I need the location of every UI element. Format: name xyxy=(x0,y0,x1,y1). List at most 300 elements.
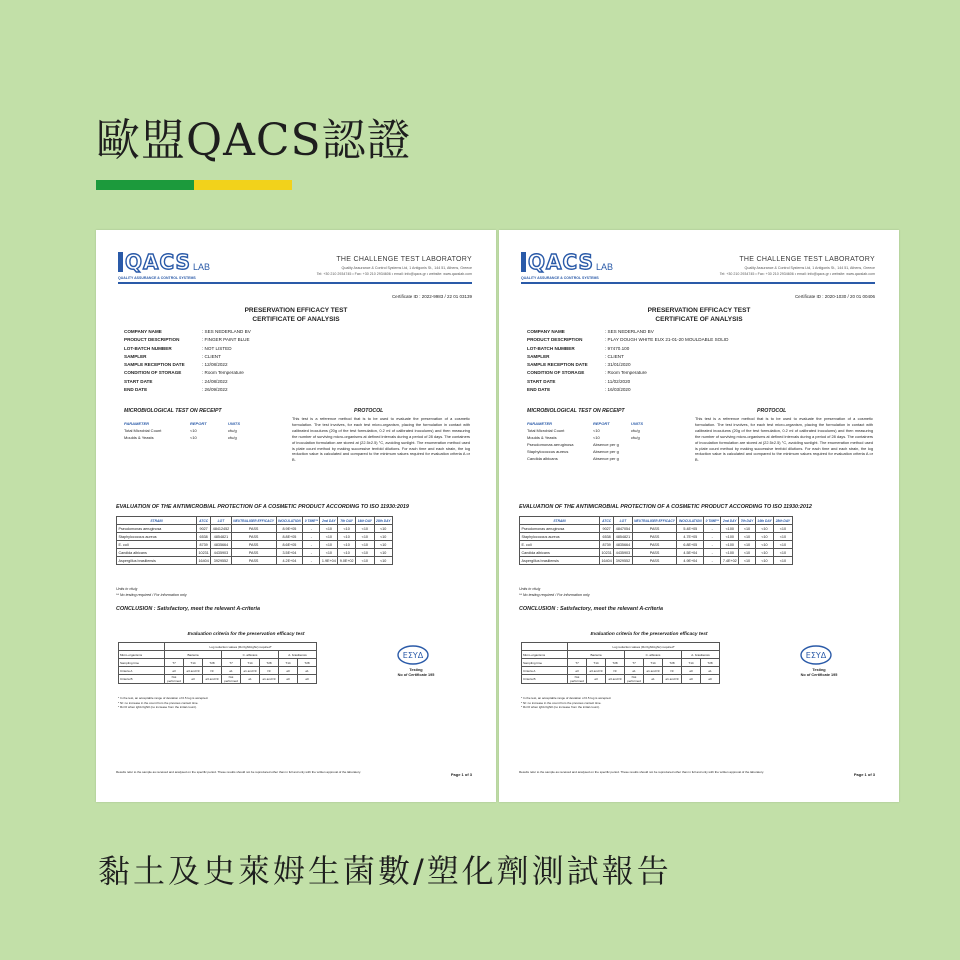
strain-cell: <10 xyxy=(774,541,792,549)
criteria-cell: T7 xyxy=(165,659,184,667)
field-key: CONDITION OF STORAGE xyxy=(124,370,182,376)
certificate-id: Certificate ID : 2020-1030 / 20 01 00406 xyxy=(794,294,875,299)
field-value: : PLAY DOUGH WHITE EUX 21-01-20 MOULDABLE SOLID xyxy=(605,337,729,343)
strain-cell: <10 xyxy=(356,541,374,549)
criteria-cell: ≥3 xyxy=(165,667,184,675)
strain-cell: <10 xyxy=(338,525,356,533)
strain-cell: 8739 xyxy=(197,541,211,549)
criteria-cell: T14 xyxy=(241,659,260,667)
protocol-text: This test is a reference method that is to be used to evaluate the preservation of a cosmetic formulation. The test involves, for each test micro-organism, placing the formulation in contact with calibrated inoculums (20g of the test formulation, 0.2 ml of calibrated inoculums) and then measuring the number of surviving micro-organisms at defined intervals during a period of 28 days. The containers of inoculation formulation are stored at (22.5±2.5) °C, avoiding sunlight. The enumeration method used is plate count method by making successive tenfold dilutions. For each time and each strain, the log reduction value is calculated and compared to the minimum values required for evaluation criteria A or B. xyxy=(292,416,470,463)
criteria-cell: NI xyxy=(606,667,625,675)
criteria-cell: T28 xyxy=(663,659,682,667)
strain-header-cell: 0 TIME** xyxy=(705,518,719,523)
micro-cell: cfu/g xyxy=(228,428,237,433)
certificate-right xyxy=(499,230,899,802)
criteria-row xyxy=(119,675,317,684)
criteria-table xyxy=(118,642,317,684)
micro-header-cell: PARAMETER xyxy=(527,421,553,426)
protocol-title: PROTOCOL xyxy=(354,408,384,414)
lab-contact: Tel: +30 210 2934745 • Fax: +30 210 2934606 • email: info@qacs.gr • website: www.qacslab.com xyxy=(316,272,472,276)
criteria-note: * NI: no increase in the count from the previous contact time. xyxy=(118,700,199,705)
strain-cell: <10 xyxy=(739,533,756,541)
strain-cell: 4854821 xyxy=(211,533,231,541)
criteria-cell: T28 xyxy=(701,659,720,667)
strain-cell: 4435903 xyxy=(211,549,231,557)
certificate-left xyxy=(96,230,496,802)
strain-cell: 4435903 xyxy=(615,550,631,555)
qacs-logo xyxy=(118,252,210,272)
strain-cell: 5.4E+05 xyxy=(677,525,704,533)
field-key: COMPANY NAME xyxy=(527,329,565,334)
strain-header-cell: 2nd DAY xyxy=(320,517,338,525)
strain-header-cell: NEUTRALISER EFFICACY xyxy=(233,518,275,523)
certificate-id: Certificate ID : 2022-9983 / 22 01 03139 xyxy=(391,294,472,299)
micro-header-row xyxy=(527,420,669,427)
criteria-cell: ≥1 and NI xyxy=(644,667,663,675)
strain-cell: <10 xyxy=(356,549,374,557)
field-row xyxy=(124,328,251,336)
criteria-table xyxy=(521,642,720,684)
criteria-notes xyxy=(118,696,208,710)
document-title-line: PRESERVATION EFFICACY TEST xyxy=(244,307,348,314)
criteria-cell: ≥0 xyxy=(279,675,298,684)
criteria-cell: Sampling time xyxy=(522,659,568,667)
strain-cell: <10 xyxy=(374,525,392,533)
criteria-note: * NI: no increase in the count from the previous contact time. xyxy=(521,700,602,705)
criteria-cell: T14 xyxy=(587,659,606,667)
criteria-note: * In the test, an acceptable range of deviation of 0.5 log is accepted. xyxy=(118,696,209,700)
criteria-cell: ≥3 xyxy=(184,675,203,684)
field-value: : 97470.100 xyxy=(605,345,630,351)
micro-row xyxy=(527,434,669,441)
strain-cell: 9027 xyxy=(197,525,211,533)
strain-header-cell: LOT xyxy=(614,517,632,525)
criteria-cell: Not performed xyxy=(568,675,587,684)
micro-cell: Total Microbial Count xyxy=(124,428,162,433)
accreditation-label xyxy=(789,668,849,678)
micro-header-cell: REPORT xyxy=(190,421,207,426)
strain-header-cell: 7th DAY xyxy=(740,518,754,523)
strain-cell: <10 xyxy=(374,541,392,549)
micro-row xyxy=(527,455,669,462)
field-row xyxy=(527,328,728,336)
field-row xyxy=(527,336,728,344)
field-key: START DATE xyxy=(124,378,153,384)
page-title: 歐盟QACS認證 xyxy=(96,115,412,166)
strain-cell: <100 xyxy=(721,549,739,557)
strain-row xyxy=(520,557,793,565)
criteria-cell: ≥3 and NI xyxy=(587,667,606,675)
criteria-cell xyxy=(522,643,568,651)
strain-cell: 10231 xyxy=(601,550,612,555)
criteria-cell: ≥0 xyxy=(701,675,720,684)
evaluation-title: EVALUATION OF THE ANTIMICROBIAL PROTECTION OF A COSMETIC PRODUCT ACCORDING TO ISO 11930:2019 xyxy=(116,504,409,510)
criteria-cell: A. brasiliensis xyxy=(279,651,317,659)
criteria-cell: NI xyxy=(663,667,682,675)
strain-cell: 10231 xyxy=(198,550,209,555)
accreditation-type: Testing xyxy=(812,668,826,672)
strain-cell: 1.9E+04 xyxy=(321,558,336,563)
micro-test-title: MICROBIOLOGICAL TEST ON RECEIPT xyxy=(527,408,625,414)
field-value: : 11/02/2020 xyxy=(605,378,631,384)
table-note: ** No testing required / For information only xyxy=(116,593,187,597)
micro-test-title: MICROBIOLOGICAL TEST ON RECEIPT xyxy=(124,408,222,414)
results-note: Results refer to the sample as received and analysed on the specific period. These results should not be reproduced other than in full and only with the written approval of the laboratory. xyxy=(116,770,362,774)
strain-cell: 48412452 xyxy=(212,526,230,531)
strain-cell: PASS xyxy=(231,549,276,557)
strain-cell: <100 xyxy=(721,525,739,533)
strain-cell: Staphylococcus aureus xyxy=(117,533,197,541)
criteria-cell: T7 xyxy=(625,659,644,667)
strain-cell: - xyxy=(704,533,721,541)
strain-cell: 8.9E+05 xyxy=(276,525,303,533)
strain-cell: <10 xyxy=(774,557,792,565)
strain-row xyxy=(117,541,393,549)
strain-cell: - xyxy=(704,549,721,557)
criteria-cell: Not performed xyxy=(625,675,644,684)
field-value: : CLIENT xyxy=(202,353,221,359)
strain-row xyxy=(520,541,793,549)
criteria-cell: ≥1 xyxy=(241,675,260,684)
accreditation-number: No of Certificate 195 xyxy=(397,673,435,677)
micro-row xyxy=(527,441,669,448)
strain-header-cell: STRAIN xyxy=(117,517,197,525)
strain-cell: <10 xyxy=(356,525,374,533)
micro-cell: cfu/g xyxy=(631,435,640,440)
document-subtitle-line: CERTIFICATE OF ANALYSIS xyxy=(252,316,340,323)
strain-cell: <10 xyxy=(774,533,792,541)
criteria-cell: T28 xyxy=(203,659,222,667)
strain-cell: 4835664 xyxy=(211,541,231,549)
strain-header-cell: ATCC xyxy=(600,517,614,525)
criteria-row xyxy=(522,643,720,651)
criteria-row xyxy=(119,659,317,667)
field-key: START DATE xyxy=(527,378,556,384)
strain-cell: <10 xyxy=(320,549,338,557)
field-value: : Room Temperature xyxy=(605,370,647,376)
strain-cell: <10 xyxy=(374,557,392,565)
micro-cell: <10 xyxy=(593,435,600,440)
micro-header-cell: REPORT xyxy=(593,421,610,426)
field-key: SAMPLER xyxy=(124,353,147,359)
micro-cell xyxy=(631,448,669,455)
strain-cell: <10 xyxy=(739,525,756,533)
field-key: SAMPLE RECEPTION DATE xyxy=(124,362,185,368)
strain-header-row xyxy=(117,517,393,525)
strain-cell: 8.8E+05 xyxy=(276,533,303,541)
micro-row xyxy=(124,427,266,434)
accreditation-number: No of Certificate 195 xyxy=(800,673,838,677)
field-value: : CLIENT xyxy=(605,353,624,359)
criteria-cell: T14 xyxy=(184,659,203,667)
conclusion: CONCLUSION : Satisfactory, meet the relevant A-criteria xyxy=(519,606,663,612)
strain-cell: 4835664 xyxy=(615,542,631,547)
criteria-cell: Log reduction values (Rx=lgN0-lgNx) required* xyxy=(165,643,317,651)
criteria-cell: Micro-organisms xyxy=(119,651,165,659)
criteria-cell: NI xyxy=(260,667,279,675)
criteria-cell: ≥1 xyxy=(222,667,241,675)
strain-cell: - xyxy=(303,533,320,541)
criteria-cell: T14 xyxy=(682,659,701,667)
criteria-cell: NI xyxy=(203,667,222,675)
micro-row xyxy=(527,427,669,434)
page-number: Page 1 of 3 xyxy=(450,772,472,777)
micro-header-cell: UNITS xyxy=(228,421,240,426)
strain-table xyxy=(116,516,393,565)
strain-cell: - xyxy=(704,525,721,533)
field-value: : FINGER PAINT BLUE xyxy=(202,337,250,343)
criteria-cell: Not performed xyxy=(165,675,184,684)
strain-cell: <10 xyxy=(374,549,392,557)
criteria-cell: ≥1 xyxy=(644,675,663,684)
criteria-cell: ≥3 xyxy=(568,667,587,675)
micro-cell: Moulds & Yeasts xyxy=(124,435,154,440)
header-rule xyxy=(118,282,472,284)
field-row xyxy=(527,386,728,394)
evaluation-title: EVALUATION OF THE ANTIMICROBIAL PROTECTION OF A COSMETIC PRODUCT ACCORDING TO ISO 11930:2012 xyxy=(519,504,812,510)
logo-mark: QACS xyxy=(528,250,594,274)
strain-cell: 7.4E+02 xyxy=(722,558,737,563)
strain-cell: Aspergillus brasiliensis xyxy=(117,557,197,565)
field-value: : SES NEDERLAND BV xyxy=(605,329,654,334)
field-key: SAMPLER xyxy=(527,353,550,359)
criteria-row xyxy=(522,675,720,684)
micro-cell: Absence per g xyxy=(593,449,619,454)
field-value: : 24/08/2022 xyxy=(202,378,228,384)
page-caption: 黏土及史萊姆生菌數/塑化劑測試報告 xyxy=(98,852,672,890)
strain-cell: PASS xyxy=(632,549,677,557)
micro-cell: Absence per g xyxy=(593,442,619,447)
esyd-accreditation-icon xyxy=(799,644,833,666)
criteria-cell: ≥1 xyxy=(298,667,317,675)
strain-cell: Candida albicans xyxy=(117,549,197,557)
logo-bar xyxy=(118,252,123,272)
strain-cell: <10 xyxy=(755,541,773,549)
micro-cell: cfu/g xyxy=(631,428,640,433)
strain-cell: PASS xyxy=(231,557,276,565)
strain-cell: 3.5E+04 xyxy=(276,549,303,557)
field-row xyxy=(124,336,251,344)
field-row xyxy=(124,378,251,386)
micro-cell: cfu/g xyxy=(228,435,237,440)
strain-cell: <10 xyxy=(739,549,756,557)
criteria-title: Evaluation criteria for the preservation efficacy test xyxy=(590,632,708,637)
field-row xyxy=(527,378,728,386)
protocol-text: This test is a reference method that is to be used to evaluate the preservation of a cosmetic formulation. The test involves, for each test micro-organism, placing the formulation in contact with calibrated inoculums (20g of the test formulation, 0.2 ml of calibrated inoculums) and then measuring the number of surviving micro-organisms at defined intervals during a period of 28 days. The containers of inoculation formulation are stored at (22.5±2.5) °C, avoiding sunlight. The enumeration method used is plate count method by making successive tenfold dilutions. For each time and each strain, the log reduction value is calculated and compared to the minimum values required for evaluation criteria A or B. xyxy=(695,416,873,463)
table-note: Units in cfu/g xyxy=(519,587,541,591)
strain-cell: PASS xyxy=(231,533,276,541)
criteria-cell: Log reduction values (Rx=lgN0-lgNx) required* xyxy=(568,643,720,651)
strain-cell: - xyxy=(303,549,320,557)
logo-tagline: QUALITY ASSURANCE & CONTROL SYSTEMS xyxy=(118,276,196,280)
field-row xyxy=(527,345,728,353)
strain-cell: - xyxy=(303,525,320,533)
strain-cell: 3929552 xyxy=(615,558,631,563)
strain-cell: <10 xyxy=(774,525,792,533)
strain-cell: <10 xyxy=(755,525,773,533)
strain-header-cell: ATCC xyxy=(197,517,211,525)
criteria-cell: Sampling time xyxy=(119,659,165,667)
criteria-row xyxy=(119,643,317,651)
criteria-cell: Bacteria xyxy=(568,651,625,659)
strain-header-row xyxy=(520,517,793,525)
strain-cell: 8.6E+05 xyxy=(276,541,303,549)
table-note: ** No testing required / For information only xyxy=(519,593,590,597)
micro-row xyxy=(124,434,266,441)
micro-header-cell: PARAMETER xyxy=(124,421,150,426)
lab-name: THE CHALLENGE TEST LABORATORY xyxy=(336,256,472,263)
micro-test-table xyxy=(527,420,669,462)
table-note: Units in cfu/g xyxy=(116,587,138,591)
table-notes xyxy=(519,586,590,598)
micro-row xyxy=(527,448,669,455)
strain-cell: <10 xyxy=(320,533,338,541)
micro-cell: <10 xyxy=(190,428,197,433)
field-row xyxy=(124,345,251,353)
micro-cell: Staphylococcus aureus xyxy=(527,449,569,454)
strain-header-cell: INOCULATION xyxy=(678,518,702,523)
strain-cell: <10 xyxy=(356,533,374,541)
strain-row xyxy=(117,525,393,533)
field-value: : 31/01/2020 xyxy=(605,362,631,368)
field-row xyxy=(124,369,251,377)
criteria-cell: Criteria A xyxy=(119,667,165,675)
criteria-cell: C. albicans xyxy=(222,651,279,659)
strain-cell: PASS xyxy=(231,541,276,549)
strain-header-cell: LOT xyxy=(211,517,231,525)
strain-cell: PASS xyxy=(632,557,677,565)
criteria-row xyxy=(522,651,720,659)
conclusion: CONCLUSION : Satisfactory, meet the relevant A-criteria xyxy=(116,606,260,612)
criteria-cell: Bacteria xyxy=(165,651,222,659)
sample-fields xyxy=(124,328,251,394)
criteria-row xyxy=(119,667,317,675)
strain-cell: <10 xyxy=(739,541,756,549)
criteria-cell: T28 xyxy=(260,659,279,667)
logo-mark: QACS xyxy=(125,250,191,274)
strain-cell: 4.2E+04 xyxy=(276,557,303,565)
strain-cell: PASS xyxy=(231,525,276,533)
lab-address: Quality Assurance & Control Systems Ltd, 1 Antigonis St., 144 51, Athens, Greece xyxy=(341,266,472,270)
strain-cell: - xyxy=(303,541,320,549)
micro-cell: <10 xyxy=(593,428,600,433)
criteria-cell: Not performed xyxy=(222,675,241,684)
strain-cell: Pseudomonas aeruginosa xyxy=(520,525,600,533)
strain-cell: PASS xyxy=(632,525,677,533)
criteria-cell: Criteria B xyxy=(522,675,568,684)
strain-cell: - xyxy=(704,541,721,549)
field-key: LOT-BATCH NUMBER xyxy=(124,345,172,351)
qacs-logo xyxy=(521,252,613,272)
field-row xyxy=(124,353,251,361)
field-row xyxy=(527,369,728,377)
micro-cell: Candida albicans xyxy=(527,456,558,461)
document-title xyxy=(96,306,496,324)
accreditation-label xyxy=(386,668,446,678)
field-key: SAMPLE RECEPTION DATE xyxy=(527,362,588,368)
logo-suffix: LAB xyxy=(192,262,210,272)
protocol-title: PROTOCOL xyxy=(757,408,787,414)
criteria-cell: ≥0 xyxy=(298,675,317,684)
field-key: COMPANY NAME xyxy=(124,329,162,334)
strain-cell: Staphylococcus aureus xyxy=(520,533,600,541)
accent-bar-green xyxy=(96,180,194,190)
strain-cell: <10 xyxy=(374,533,392,541)
criteria-notes xyxy=(521,696,611,710)
field-value: : 26/09/2022 xyxy=(202,387,228,393)
strain-cell: <10 xyxy=(356,557,374,565)
strain-row xyxy=(117,533,393,541)
micro-cell: Total Microbial Count xyxy=(527,428,565,433)
criteria-cell: Criteria B xyxy=(119,675,165,684)
document-subtitle-line: CERTIFICATE OF ANALYSIS xyxy=(655,316,743,323)
criteria-cell: ≥3 and NI xyxy=(606,675,625,684)
strain-cell: 4.5E+04 xyxy=(677,549,704,557)
strain-cell: 16404 xyxy=(198,558,209,563)
strain-cell: <10 xyxy=(755,557,773,565)
table-notes xyxy=(116,586,187,598)
field-value: : NOT LISTED xyxy=(202,345,232,351)
field-key: PRODUCT DESCRIPTION xyxy=(527,337,583,343)
strain-cell: Pseudomonas aeruginosa xyxy=(117,525,197,533)
strain-header-cell: STRAIN xyxy=(520,517,600,525)
strain-table xyxy=(519,516,793,565)
strain-cell: 8739 xyxy=(600,541,614,549)
criteria-cell: T28 xyxy=(606,659,625,667)
field-key: CONDITION OF STORAGE xyxy=(527,370,585,376)
results-note: Results refer to the sample as received and analysed on the specific period. These results should not be reproduced other than in full and only with the written approval of the laboratory. xyxy=(519,770,765,774)
strain-cell: 3929552 xyxy=(211,557,231,565)
strain-row xyxy=(520,525,793,533)
field-row xyxy=(124,386,251,394)
field-value: : 16/03/2020 xyxy=(605,387,631,393)
field-value: : Room Temperature xyxy=(202,370,244,376)
criteria-cell: Micro-organisms xyxy=(522,651,568,659)
criteria-cell: ≥0 xyxy=(682,675,701,684)
document-title xyxy=(499,306,899,324)
document-title-line: PRESERVATION EFFICACY TEST xyxy=(647,307,751,314)
strain-cell: 9027 xyxy=(600,525,614,533)
criteria-cell: T7 xyxy=(568,659,587,667)
logo-suffix: LAB xyxy=(595,262,613,272)
strain-header-cell: 28th DAY xyxy=(775,518,791,523)
criteria-note: * Rx=0 when lgNx=lgN0 (no increase from the initial count). xyxy=(118,705,197,710)
criteria-cell: ≥1 xyxy=(625,667,644,675)
micro-header-row xyxy=(124,420,266,427)
criteria-cell: ≥1 and NI xyxy=(241,667,260,675)
strain-header-cell: 0 TIME** xyxy=(304,518,318,523)
criteria-cell: ≥1 and NI xyxy=(663,675,682,684)
strain-cell: E. coli xyxy=(520,541,600,549)
strain-header-cell: 7th DAY xyxy=(338,517,356,525)
strain-header-cell: 28th DAY xyxy=(376,518,391,523)
criteria-title: Evaluation criteria for the preservation efficacy test xyxy=(187,632,305,637)
logo-tagline: QUALITY ASSURANCE & CONTROL SYSTEMS xyxy=(521,276,599,280)
strain-cell: Candida albicans xyxy=(520,549,600,557)
criteria-cell: ≥0 xyxy=(279,667,298,675)
criteria-cell: C. albicans xyxy=(625,651,682,659)
strain-cell: 16404 xyxy=(601,558,612,563)
accent-bar-yellow xyxy=(194,180,292,190)
criteria-cell: T28 xyxy=(298,659,317,667)
logo-bar xyxy=(521,252,526,272)
criteria-cell: T14 xyxy=(644,659,663,667)
criteria-cell xyxy=(119,643,165,651)
micro-test-table xyxy=(124,420,266,441)
lab-contact: Tel: +30 210 2934745 • Fax: +30 210 2934606 • email: info@qacs.gr • website: www.qacslab.com xyxy=(719,272,875,276)
field-value: : 12/08/2022 xyxy=(202,362,228,368)
strain-cell: <10 xyxy=(755,533,773,541)
